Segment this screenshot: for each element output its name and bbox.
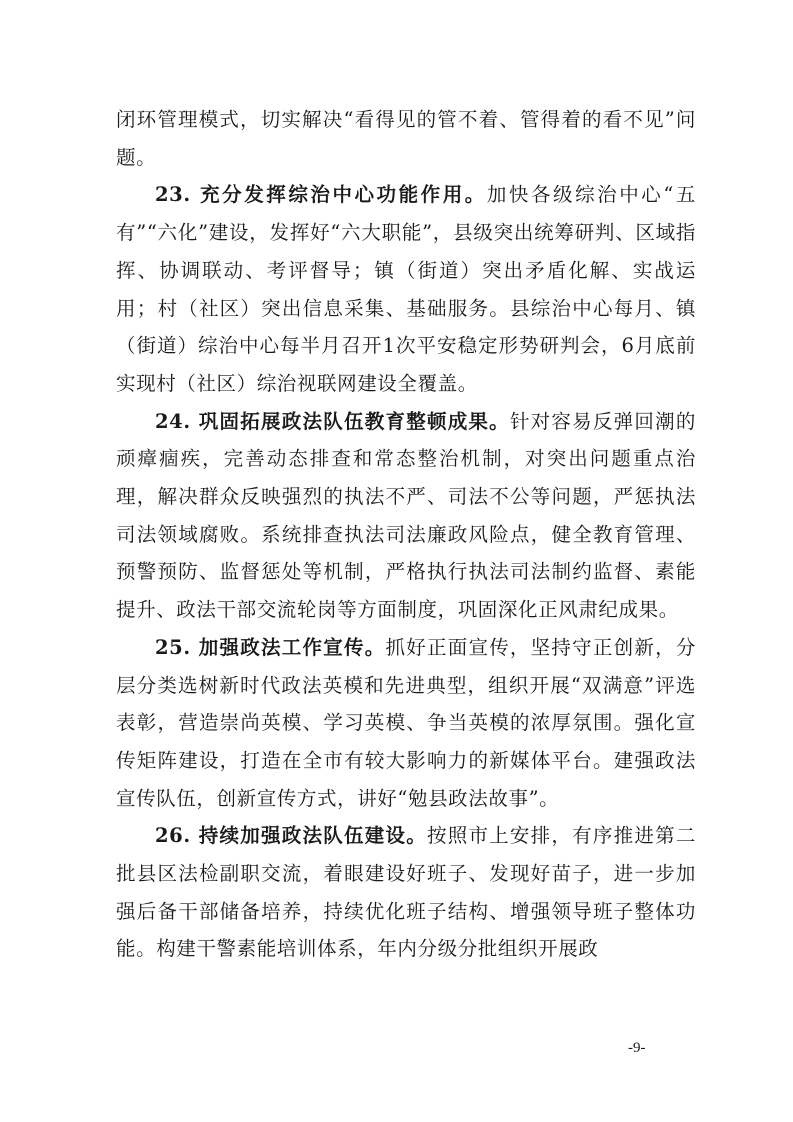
item-heading: 23. 充分发挥综治中心功能作用。 bbox=[155, 183, 487, 207]
paragraph-item-26 bbox=[116, 817, 696, 968]
paragraph-text: 按照市上安排，有序推进第二批县区法检副职交流，着眼建设好班子、发现好苗子，进一步加强后备干部储备培养，持续优化班子结构、增强领导班子整体功能。构建干警素能培训体系，年内分级分批组织开展政 bbox=[116, 824, 696, 961]
paragraph-text: 抓好正面宣传，坚持守正创新，分层分类选树新时代政法英模和先进典型，组织开展“双满意”评选表彰，营造崇尚英模、学习英模、争当英模的浓厚氛围。强化宣传矩阵建设，打造在全市有较大影响力的新媒体平台。建强政法宣传队伍，创新宣传方式，讲好“勉县政法故事”。 bbox=[116, 635, 696, 810]
paragraph-item-24 bbox=[116, 403, 696, 629]
paragraph-item-25 bbox=[116, 629, 696, 818]
paragraph-text: 加快各级综治中心“五有”“六化”建设，发挥好“六大职能”，县级突出统筹研判、区域指挥、协调联动、考评督导；镇（街道）突出矛盾化解、实战运用；村（社区）突出信息采集、基础服务。县综治中心每月、镇（街道）综治中心每半月召开1次平安稳定形势研判会，6月底前实现村（社区）综治视联网建设全覆盖。 bbox=[116, 183, 696, 395]
paragraph-text: 闭环管理模式，切实解决“看得见的管不着、管得着的看不见”问题。 bbox=[116, 108, 696, 169]
item-heading: 24. 巩固拓展政法队伍教育整顿成果。 bbox=[155, 409, 510, 433]
item-heading: 25. 加强政法工作宣传。 bbox=[155, 635, 386, 659]
item-heading: 26. 持续加强政法队伍建设。 bbox=[155, 824, 427, 848]
paragraph-continuation bbox=[116, 101, 696, 176]
paragraph-item-23 bbox=[116, 176, 696, 402]
document-body bbox=[116, 101, 696, 968]
paragraph-text: 针对容易反弹回潮的顽瘴痼疾，完善动态排查和常态整治机制，对突出问题重点治理，解决群众反映强烈的执法不严、司法不公等问题，严惩执法司法领域腐败。系统排查执法司法廉政风险点，健全教育管理、预警预防、监督惩处等机制，严格执行执法司法制约监督、素能提升、政法干部交流轮岗等方面制度，巩固深化正风肃纪成果。 bbox=[116, 409, 696, 622]
page-number: -9- bbox=[628, 1040, 646, 1056]
